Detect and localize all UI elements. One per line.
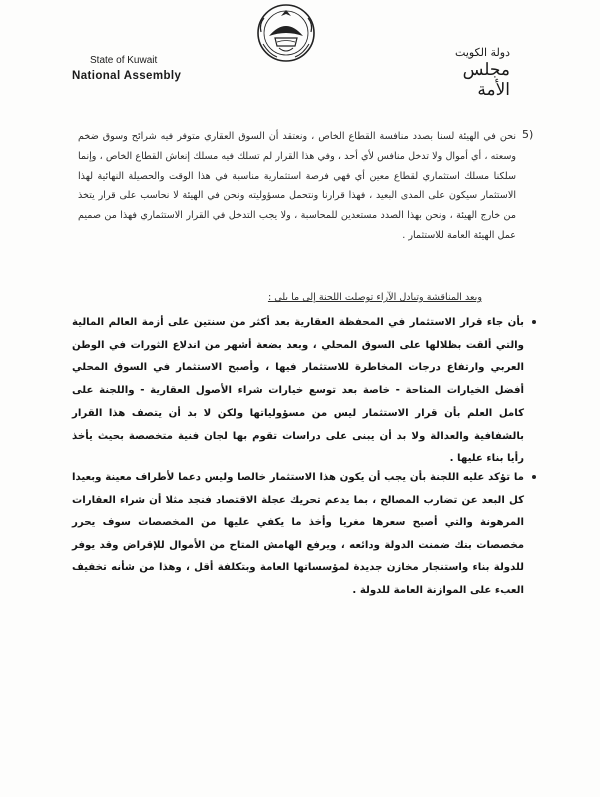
bullet-paragraph-1: بأن جاء قرار الاستثمار في المحفظة العقارية بعد أكثر من سنتين على أزمة العالم المالية والتي ألقت بظلالها على السوق المحلي ، وبعد بضعة أشهر من اندلاع الثورات في الوطن العربي وارتفاع درجات المخاطرة للاستثمار فيها ، وأصبح الاستثمار في السوق المحلي أفضل الخيارات المتاحة - خاصة بعد توسع خيارات شراء الأصول العقارية - واللجنة على كامل العلم بأن قرار الاستثمار ليس من مسؤولياتها ولكن لا بد أن يتصف هذا القرار بالشفافية والعدالة ولا بد أن يبنى على دراسات تقوم بها لجان فنية متخصصة بحيث يأخذ رأيا بناء عليها .: [72, 317, 524, 465]
intro-line: وبعد المناقشة وتبادل الآراء توصلت اللجنة إلى ما يلي :: [267, 292, 482, 303]
section-number: 5): [522, 128, 534, 141]
bullet-icon: [532, 320, 536, 324]
header-state-label: State of Kuwait: [90, 55, 158, 66]
header-assembly-label-ar: مجلس الأمة: [462, 60, 510, 100]
header-assembly-label: National Assembly: [72, 70, 182, 82]
header-state-label-ar: دولة الكويت: [455, 46, 510, 59]
bullet-paragraph-2: ما تؤكد عليه اللجنة بأن يجب أن يكون هذا الاستثمار خالصا وليس دعما لأطراف معينة وبعيدا كل البعد عن تضارب المصالح ، بما يدعم تحريك عجلة الاقتصاد فنجد مثلا أن شراء العقارات المرهونة والتي أصبح سعرها مغريا وأخذ ما يكفي عليها من المخصصات سوف يحرر مخصصات بنك ضمنت الدولة ودائعه ، ويرفع الهامش المتاح من الأموال للإقراض وقد يوفر للدولة بناء واستنجار مخازن جديدة لمؤسساتها العامة وبتكلفة أقل ، وهذا من شأنه تخفيف العبء على الموازنة العامة للدولة .: [72, 472, 524, 596]
bullet-icon: [532, 475, 536, 479]
header-english: [72, 55, 212, 82]
kuwait-emblem-icon: [255, 2, 317, 64]
header-arabic: [440, 46, 510, 100]
section-paragraph: نحن في الهيئة لسنا بصدد منافسة القطاع الخاص ، ونعتقد أن السوق العقاري متوفر فيه شرائح وسوق ضخم وسعته ، أي أموال ولا تدخل منافس لأي أحد ، وفي هذا القرار لم تسلك فيه مسلك إنعاش القطاع الخاص ، وإنما سلكنا مسلك استثماري لقطاع معين أي فهي فرصة استثمارية مناسبة في هذا الوقت والحصيلة النهائية لهذا الاستثمار سيكون على المدى البعيد ، فهذا قرارنا ونتحمل مسؤوليته ونحن في الهيئة لا نحاسب على قرار يتخذ من خارج الهيئة ، ونحن بهذا الصدد مستعدين للمحاسبة ، ولا يجب التدخل في القرار الاستثماري فهذا من صميم عمل الهيئة العامة للاستثمار .: [78, 131, 516, 241]
